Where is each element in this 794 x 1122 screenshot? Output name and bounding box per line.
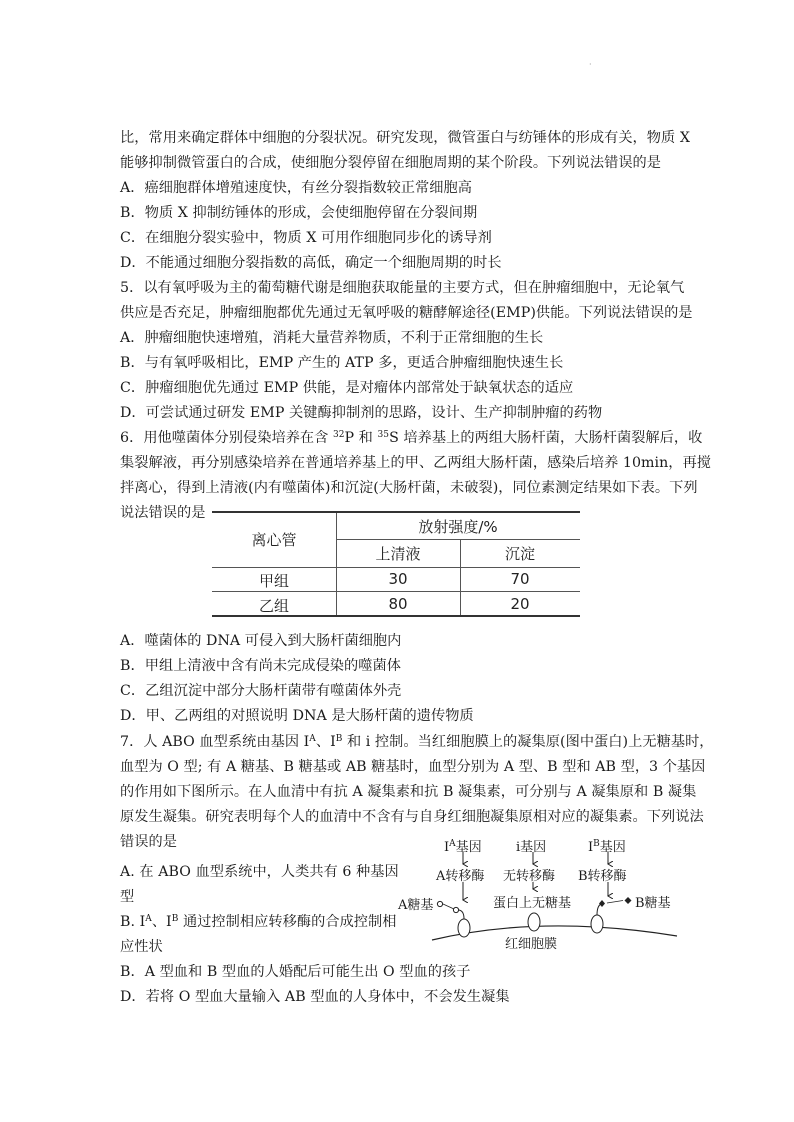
q6-option-d: D．甲、乙两组的对照说明 DNA 是大肠杆菌的遗传物质 <box>120 708 474 724</box>
abo-gene-diagram <box>392 836 682 952</box>
q5-stem-line-2: 供应是否充足，肿瘤细胞都优先通过无氧呼吸的糖酵解途径(EMP)供能。下列说法错误的是 <box>120 305 693 321</box>
q7-stem-line-2: 血型为 O 型; 有 A 糖基、B 糖基或 AB 糖基时，血型分别为 A 型、B 型和 AB 型，3 个基因 <box>120 759 706 775</box>
table-group-header: 放射强度/% <box>418 518 498 536</box>
q7-option-a-line-1: A. 在 ABO 血型系统中，人类共有 6 种基因 <box>120 864 399 880</box>
membrane-protein-middle <box>528 913 540 931</box>
enzyme-a-label: A转移酶 <box>436 869 485 884</box>
intro-line-2: 能够抑制微管蛋白的合成，使细胞分裂停留在细胞周期的某个阶段。下列说法错误的是 <box>120 155 662 171</box>
header-mark: · <box>589 60 592 69</box>
q7-option-d: D．若将 O 型血大量输入 AB 型血的人身体中，不会发生凝集 <box>120 989 510 1005</box>
table-col-precipitate: 沉淀 <box>504 545 535 563</box>
q7-option-b-line-1: B. $I^A$、$I^B$ 通过控制相应转移酶的合成控制相 <box>120 914 397 930</box>
a-sugar-leader <box>443 904 454 909</box>
q5-option-c: C．肿瘤细胞优先通过 EMP 供能，是对瘤体内部常处于缺氧状态的适应 <box>120 380 574 396</box>
table-cell: 30 <box>388 570 408 588</box>
table-cell: 80 <box>388 595 408 613</box>
a-sugar-mark <box>453 907 458 912</box>
a-sugar-legend-mark <box>437 901 442 906</box>
intro-option-c: C．在细胞分裂实验中，物质 X 可用作细胞同步化的诱导剂 <box>120 230 492 246</box>
b-sugar-leader <box>607 901 623 904</box>
q6-stem-line-3: 拌离心，得到上清液(内有噬菌体)和沉淀(大肠杆菌，未破裂)，同位素测定结果如下表。下列 <box>120 480 698 496</box>
table-cell: 20 <box>510 595 530 613</box>
table-corner-header: 离心管 <box>251 531 297 549</box>
protein-no-sugar-label: 蛋白上无糖基 <box>493 896 572 911</box>
table-col-supernatant: 上清液 <box>375 545 421 563</box>
gene-ia-label: $I^A$基因 <box>444 839 482 855</box>
table-row-label: 甲组 <box>258 572 289 590</box>
q6-stem-line-4: 说法错误的是 <box>120 505 206 521</box>
table-row-label: 乙组 <box>258 597 289 615</box>
b-sugar-legend-mark <box>625 897 632 904</box>
radioactivity-table <box>212 511 580 617</box>
a-sugar-label: A糖基 <box>398 898 434 913</box>
enzyme-b-label: B转移酶 <box>578 869 627 884</box>
q5-option-a: A．肿瘤细胞快速增殖，消耗大量营养物质，不利于正常细胞的生长 <box>120 330 544 346</box>
q7-stem-line-3: 的作用如下图所示。在人血清中有抗 A 凝集素和抗 B 凝集素，可分别与 A 凝集原和 B 凝集 <box>120 784 697 800</box>
b-sugar-mark <box>599 900 605 907</box>
membrane-label: 红细胞膜 <box>505 937 558 952</box>
membrane-protein-left <box>458 919 470 937</box>
enzyme-none-label: 无转移酶 <box>503 869 556 884</box>
q6-option-c: C．乙组沉淀中部分大肠杆菌带有噬菌体外壳 <box>120 683 402 699</box>
q5-option-b: B．与有氧呼吸相比，EMP 产生的 ATP 多，更适合肿瘤细胞快速生长 <box>120 355 564 371</box>
q6-option-a: A．噬菌体的 DNA 可侵入到大肠杆菌细胞内 <box>120 633 402 649</box>
q6-stem-line-2: 集裂解液，再分别感染培养在普通培养基上的甲、乙两组大肠杆菌，感染后培养 10min，再搅 <box>120 455 712 471</box>
intro-option-b: B．物质 X 抑制纺锤体的形成，会使细胞停留在分裂间期 <box>120 205 478 221</box>
q7-stem-line-5: 错误的是 <box>120 834 177 850</box>
q5-stem-line-1: 5．以有氧呼吸为主的葡萄糖代谢是细胞获取能量的主要方式，但在肿瘤细胞中，无论氧气 <box>120 280 685 296</box>
intro-option-d: D．不能通过细胞分裂指数的高低，确定一个细胞周期的时长 <box>120 255 502 271</box>
q6-option-b: B．甲组上清液中含有尚未完成侵染的噬菌体 <box>120 658 401 674</box>
table-cell: 70 <box>510 570 530 588</box>
gene-ib-label: $I^B$基因 <box>588 839 626 855</box>
membrane-protein-right <box>591 915 603 933</box>
q7-option-b-line-2: 应性状 <box>120 939 163 955</box>
intro-line-1: 比，常用来确定群体中细胞的分裂状况。研究发现，微管蛋白与纺锤体的形成有关，物质 X <box>120 130 690 146</box>
q7-option-a-line-2: 型 <box>120 889 135 905</box>
q5-option-d: D．可尝试通过研发 EMP 关键酶抑制剂的思路，设计、生产抑制肿瘤的药物 <box>120 405 603 421</box>
q7-option-c: B．A 型血和 B 型血的人婚配后可能生出 O 型血的孩子 <box>120 964 471 980</box>
intro-option-a: A．癌细胞群体增殖速度快，有丝分裂指数较正常细胞高 <box>120 180 472 196</box>
q7-stem-line-4: 原发生凝集。研究表明每个人的血清中不含有与自身红细胞凝集原相对应的凝集素。下列说法 <box>120 809 704 825</box>
gene-i-label: i基因 <box>516 840 547 855</box>
a-sugar-stalk <box>458 910 464 919</box>
q7-stem-line-1: 7．人 ABO 血型系统由基因 $I^A$、$I^B$ 和 i 控制。当红细胞膜上的凝集原(图中蛋白)上无糖基时， <box>120 734 714 750</box>
b-sugar-stalk <box>597 904 601 915</box>
b-sugar-label: B糖基 <box>635 896 671 911</box>
q6-stem-line-1: 6．用他噬菌体分别侵染培养在含 $^{32}$P 和 $^{35}$S 培养基上的两组大肠杆菌，大肠杆菌裂解后，收 <box>120 430 703 446</box>
